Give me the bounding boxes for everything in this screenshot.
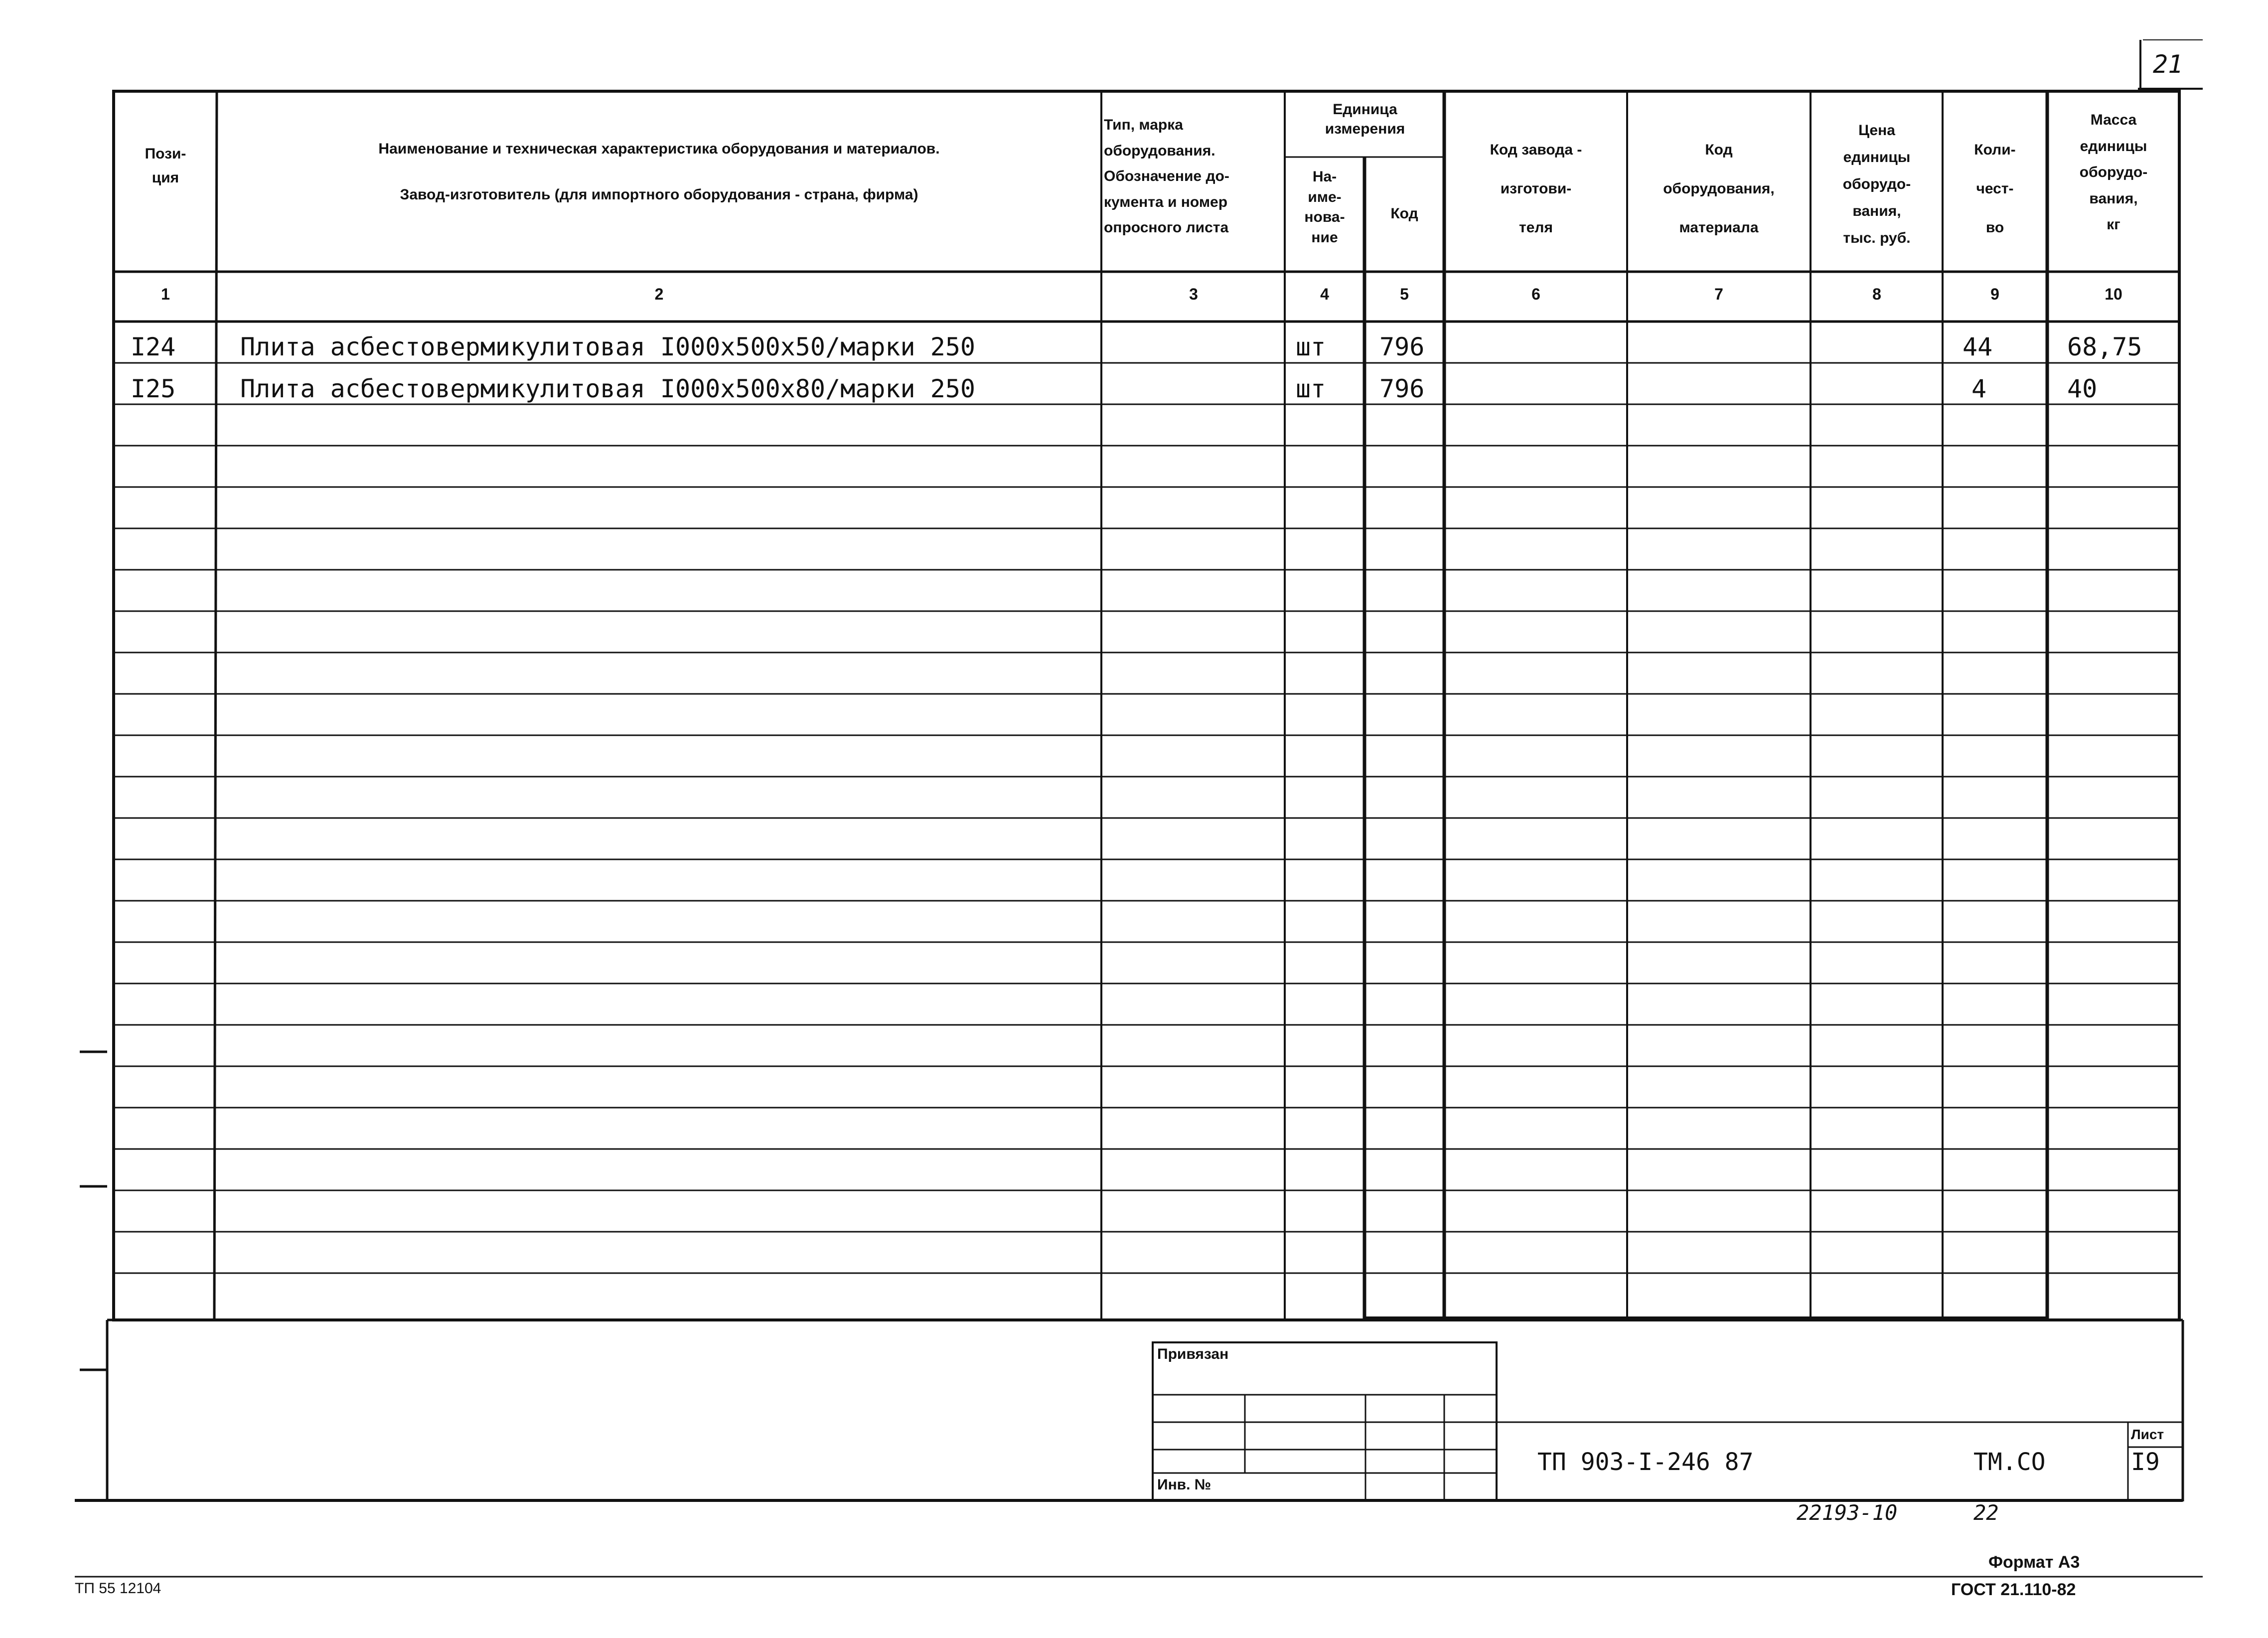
row-mass: 68,75	[2067, 332, 2142, 361]
row-unit-code: 796	[1379, 332, 1425, 361]
header-price: Цена единицы оборудо- вания, тыс. руб.	[1842, 122, 1911, 246]
row-position: I25	[131, 374, 176, 403]
document-code: ТП 903-I-246 87	[1537, 1448, 1754, 1476]
column-number: 2	[654, 285, 664, 303]
document-mark: ТМ.СО	[1973, 1448, 2046, 1476]
header-name-line2: Завод-изготовитель (для импортного оборудования - страна, фирма)	[400, 186, 918, 203]
row-unit-code: 796	[1379, 374, 1425, 403]
column-number: 9	[1990, 285, 1999, 303]
row-name: Плита асбестовермикулитовая I000x500x50/марки 250	[240, 332, 976, 361]
row-mass: 40	[2067, 374, 2098, 403]
column-number: 1	[161, 285, 170, 303]
handwritten-number-left: 22193-10	[1797, 1500, 1898, 1525]
column-number: 10	[2105, 285, 2122, 303]
header-unit-group: Единица измерения	[1325, 101, 1405, 137]
header-quantity: Коли- чест- во	[1974, 142, 2016, 236]
header-type: Тип, марка оборудования. Обозначение до- кумента и номер опросного листа	[1104, 117, 1229, 236]
header-name-line1: Наименование и техническая характеристика оборудования и материалов.	[378, 141, 940, 157]
sheet-label: Лист	[2131, 1427, 2164, 1442]
header-equipment-code: Код оборудования, материала	[1663, 142, 1775, 236]
header-unit-name: На- име- нова- ние	[1304, 168, 1345, 246]
column-number: 3	[1189, 285, 1198, 303]
format-label: Формат А3	[1988, 1553, 2080, 1572]
column-number: 8	[1872, 285, 1881, 303]
row-unit: шт	[1296, 374, 1326, 403]
column-number: 5	[1400, 285, 1409, 303]
column-number: 4	[1320, 285, 1329, 303]
row-quantity: 4	[1971, 374, 1987, 403]
row-position: I24	[131, 332, 176, 361]
header-plant-code: Код завода - изготови- теля	[1490, 142, 1582, 236]
header-position: Пози- ция	[145, 146, 186, 186]
bottom-left-code: ТП 55 12104	[75, 1580, 161, 1597]
header-unit-code: Код	[1390, 205, 1418, 222]
sheet-corner-number: 21	[2153, 50, 2183, 79]
gost-standard: ГОСТ 21.110-82	[1951, 1580, 2076, 1599]
column-number: 7	[1714, 285, 1723, 303]
stamp-privyazan-label: Привязан	[1157, 1346, 1229, 1362]
handwritten-number-right: 22	[1973, 1500, 1999, 1525]
header-mass: Масса единицы оборудо- вания, кг	[2079, 112, 2148, 233]
sheet-number: I9	[2131, 1448, 2160, 1476]
row-quantity: 44	[1963, 332, 1993, 361]
row-unit: шт	[1296, 332, 1326, 361]
stamp-inventory-label: Инв. №	[1157, 1476, 1211, 1493]
row-name: Плита асбестовермикулитовая I000x500x80/марки 250	[240, 374, 976, 403]
column-number: 6	[1531, 285, 1540, 303]
